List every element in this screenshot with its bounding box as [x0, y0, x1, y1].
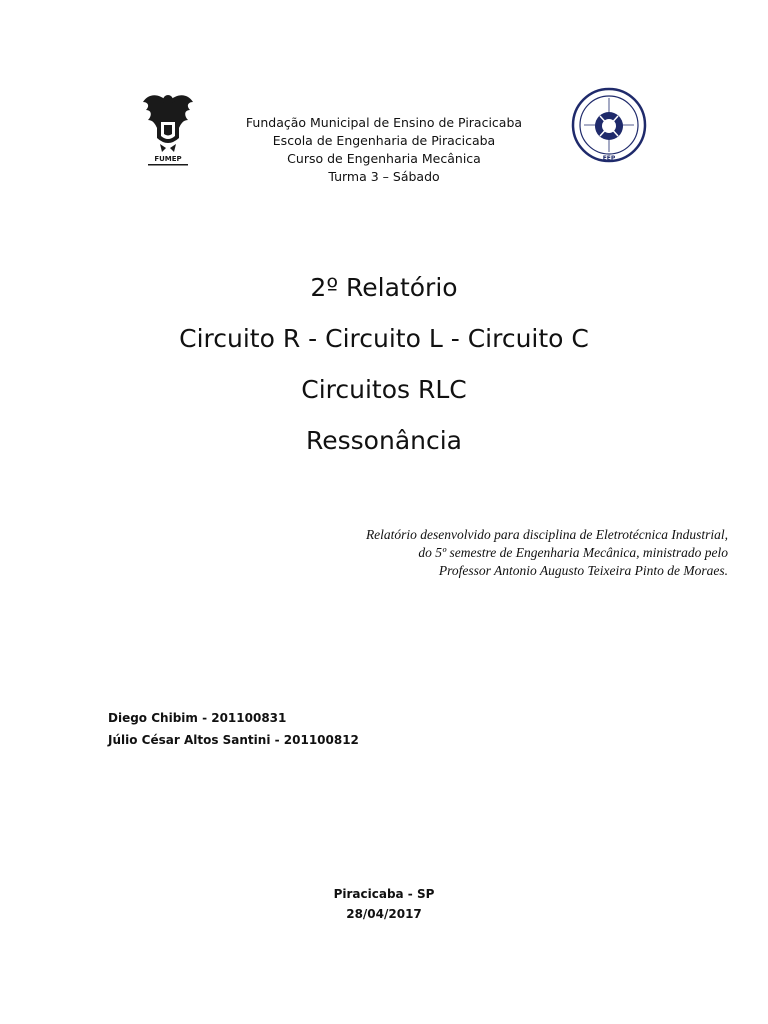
title-line: Circuito R - Circuito L - Circuito C [179, 324, 589, 353]
institution-header [200, 114, 568, 186]
footer-date: 28/04/2017 [346, 907, 422, 921]
institution-line: Turma 3 – Sábado [328, 169, 440, 184]
footer-city: Piracicaba - SP [333, 887, 435, 901]
author-entry: Diego Chibim - 201100831 [108, 711, 287, 725]
description-line: do 5º semestre de Engenharia Mecânica, ministrado pelo [418, 545, 728, 560]
description-line: Professor Antonio Augusto Teixeira Pinto de Moraes. [438, 563, 728, 578]
title-line: Ressonância [306, 426, 462, 455]
eagle-crest-logo [140, 88, 196, 168]
logo-left-text: FUMEP [154, 155, 182, 163]
title-line: Circuitos RLC [301, 375, 467, 404]
institution-line: Curso de Engenharia Mecânica [287, 151, 481, 166]
circular-seal-logo [570, 86, 648, 164]
authors-list [108, 707, 508, 751]
description-line: Relatório desenvolvido para disciplina de Eletrotécnica Industrial, [365, 527, 728, 542]
report-description [280, 526, 728, 580]
institution-line: Fundação Municipal de Ensino de Piracicaba [245, 115, 523, 130]
logo-right-text: EEP [602, 155, 616, 162]
author-entry: Júlio César Altos Santini - 201100812 [108, 733, 359, 747]
title-line: 2º Relatório [310, 273, 458, 302]
footer [284, 884, 484, 924]
report-title [84, 262, 684, 466]
institution-line: Escola de Engenharia de Piracicaba [272, 133, 496, 148]
